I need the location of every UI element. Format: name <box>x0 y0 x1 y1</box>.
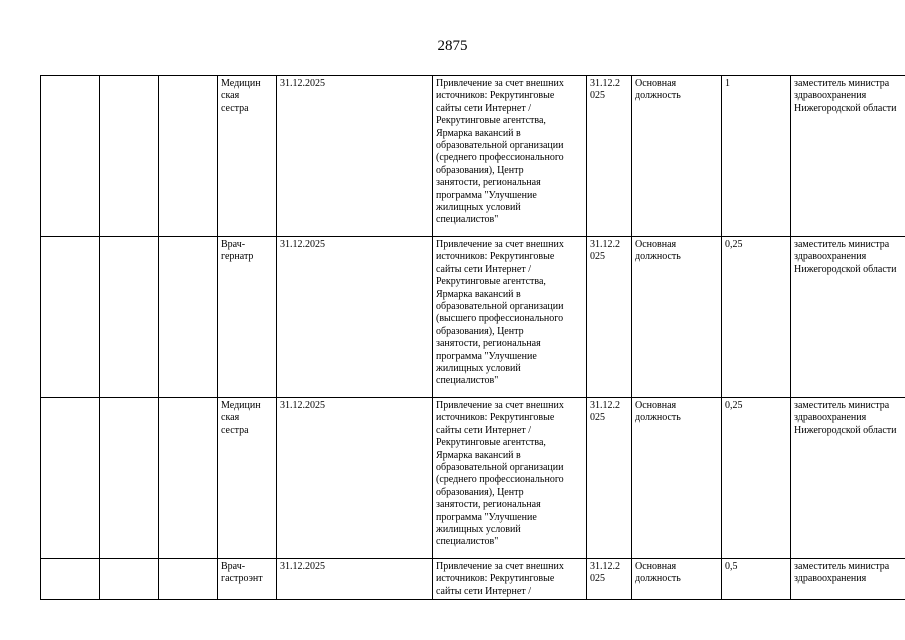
measures-cell: Привлечение за счет внешних источников: Рекрутинговые сайты сети Интернет / <box>433 559 587 600</box>
table-body <box>41 76 905 600</box>
responsible-cell: заместитель министра здравоохранения Нижегородской области <box>791 398 905 559</box>
empty-cell <box>159 76 218 237</box>
position-cell: Медицин ская сестра <box>218 76 277 237</box>
responsible-cell: заместитель министра здравоохранения <box>791 559 905 600</box>
table-row <box>41 76 905 237</box>
date-cell: 31.12.2025 <box>277 76 433 237</box>
rate-cell: 0,25 <box>722 237 791 398</box>
table-row <box>41 398 905 559</box>
page-number: 2875 <box>437 38 468 54</box>
date-cell: 31.12.2025 <box>277 559 433 600</box>
empty-cell <box>100 76 159 237</box>
empty-cell <box>41 559 100 600</box>
position-type-cell: Основная должность <box>632 76 722 237</box>
staffing-plan-table <box>40 75 905 600</box>
empty-cell <box>41 398 100 559</box>
date-cell: 31.12.2025 <box>277 237 433 398</box>
empty-cell <box>41 237 100 398</box>
table-row <box>41 237 905 398</box>
position-cell: Врач- гернатр <box>218 237 277 398</box>
deadline-cell: 31.12.2 025 <box>587 559 632 600</box>
rate-cell: 0,5 <box>722 559 791 600</box>
deadline-cell: 31.12.2 025 <box>587 76 632 237</box>
measures-cell: Привлечение за счет внешних источников: Рекрутинговые сайты сети Интернет / Рекрутинговые агентства, Ярмарка вакансий в образовательной организации (высшего профессионального образования), Центр занятости, региональная программа "Улучшение жилищных условий специалистов" <box>433 237 587 398</box>
rate-cell: 1 <box>722 76 791 237</box>
position-type-cell: Основная должность <box>632 398 722 559</box>
rate-cell: 0,25 <box>722 398 791 559</box>
responsible-cell: заместитель министра здравоохранения Нижегородской области <box>791 76 905 237</box>
measures-cell: Привлечение за счет внешних источников: Рекрутинговые сайты сети Интернет / Рекрутинговые агентства, Ярмарка вакансий в образовательной организации (среднего профессионального образования), Центр занятости, региональная программа "Улучшение жилищных условий специалистов" <box>433 76 587 237</box>
date-cell: 31.12.2025 <box>277 398 433 559</box>
empty-cell <box>159 398 218 559</box>
empty-cell <box>159 559 218 600</box>
position-type-cell: Основная должность <box>632 237 722 398</box>
measures-cell: Привлечение за счет внешних источников: Рекрутинговые сайты сети Интернет / Рекрутинговые агентства, Ярмарка вакансий в образовательной организации (среднего профессионального образования), Центр занятости, региональная программа "Улучшение жилищных условий специалистов" <box>433 398 587 559</box>
empty-cell <box>100 398 159 559</box>
deadline-cell: 31.12.2 025 <box>587 237 632 398</box>
position-cell: Медицин ская сестра <box>218 398 277 559</box>
empty-cell <box>100 237 159 398</box>
position-type-cell: Основная должность <box>632 559 722 600</box>
deadline-cell: 31.12.2 025 <box>587 398 632 559</box>
empty-cell <box>159 237 218 398</box>
position-cell: Врач- гастроэнт <box>218 559 277 600</box>
empty-cell <box>100 559 159 600</box>
responsible-cell: заместитель министра здравоохранения Нижегородской области <box>791 237 905 398</box>
empty-cell <box>41 76 100 237</box>
table-row <box>41 559 905 600</box>
